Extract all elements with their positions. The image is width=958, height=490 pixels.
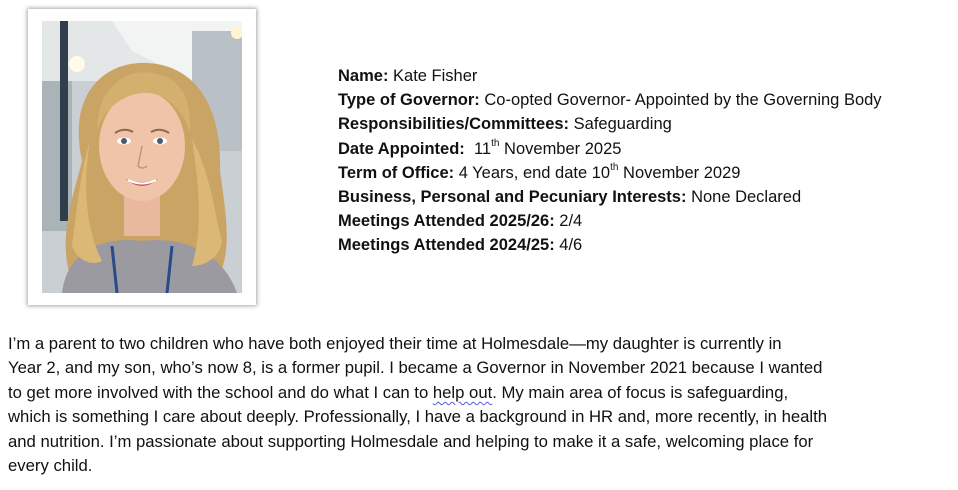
bio-line: every child.: [8, 456, 93, 476]
term-row: [338, 161, 950, 185]
date-appointed-day: 11: [473, 139, 492, 158]
bio-line: which is something I care about deeply. Professionally, I have a background in HR and, more recently, in health: [8, 407, 828, 427]
responsibilities-label: Responsibilities/Committees:: [338, 115, 570, 134]
name-label: Name:: [338, 67, 389, 85]
bio-line: I’m a parent to two children who have both enjoyed their time at Holmesdale—my daughter is currently in: [8, 334, 782, 353]
meetings-2526-value: 2/4: [559, 212, 583, 231]
date-appointed-suffix: th: [491, 138, 500, 150]
interests-row: [338, 185, 950, 209]
meetings-2526-row: [338, 209, 950, 233]
term-value-post: November 2029: [623, 163, 741, 182]
date-appointed-label: Date Appointed:: [338, 139, 465, 158]
type-value: Co-opted Governor- Appointed by the Governing Body: [484, 91, 882, 110]
term-value-pre: 4 Years, end date 10: [458, 163, 611, 182]
bio-line: [8, 381, 938, 405]
term-label: Term of Office:: [338, 163, 455, 182]
meetings-2425-row: [338, 233, 950, 257]
bio-text: . My main area of focus is safeguarding,: [492, 382, 789, 402]
meetings-2425-label: Meetings Attended 2024/25:: [338, 236, 555, 255]
type-row: [338, 88, 950, 112]
governor-details: [338, 64, 950, 258]
responsibilities-value: Safeguarding: [573, 115, 672, 134]
bio-text: to get more involved with the school and do what I can to: [8, 382, 433, 402]
meetings-2425-value: 4/6: [559, 236, 583, 255]
date-appointed-row: [338, 137, 950, 161]
grammar-flagged-text[interactable]: help out: [432, 382, 493, 402]
portrait-image: [42, 21, 242, 293]
photo-frame: [28, 9, 256, 305]
type-label: Type of Governor:: [338, 91, 480, 110]
interests-label: Business, Personal and Pecuniary Interests:: [338, 188, 687, 207]
term-suffix: th: [610, 162, 619, 174]
biography-paragraph: [8, 332, 938, 478]
meetings-2526-label: Meetings Attended 2025/26:: [338, 212, 555, 231]
date-appointed-rest: November 2025: [504, 139, 622, 158]
bio-line: and nutrition. I’m passionate about supporting Holmesdale and helping to make it a safe, welcoming place for: [8, 431, 814, 451]
portrait-photo: [42, 21, 242, 293]
name-value: Kate Fisher: [393, 67, 478, 85]
bio-line: Year 2, and my son, who’s now 8, is a former pupil. I became a Governor in November 2021 because I wanted: [8, 358, 823, 378]
name-row: [338, 64, 950, 88]
interests-value: None Declared: [691, 188, 802, 207]
responsibilities-row: [338, 112, 950, 136]
